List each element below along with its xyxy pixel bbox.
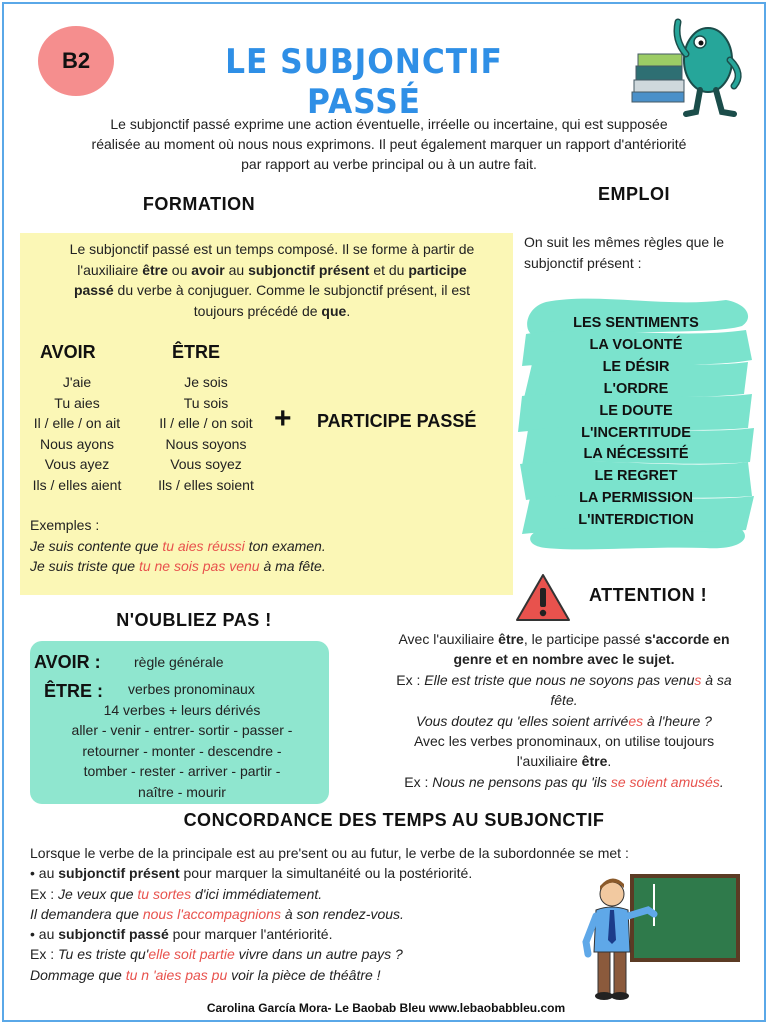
formation-text [40, 239, 504, 321]
attention-example: . [719, 773, 724, 790]
conjugation-line: Je sois [184, 374, 228, 390]
formation-text-part: Le subjonctif passé est un temps composé. Il se forme à partir de [69, 241, 475, 257]
emploi-item: L'INTERDICTION [578, 512, 694, 529]
attention-text-bold: genre et en nombre avec le sujet. [453, 651, 675, 668]
conjugation-line: Il / elle / on ait [33, 415, 121, 432]
conjugation-line: Vous ayez [44, 456, 110, 473]
formation-text-bold: être [142, 261, 168, 278]
concordance-example: Tu es triste qu' [58, 946, 149, 963]
attention-text-part: Avec l'auxiliaire [398, 631, 499, 647]
mascot-books-illustration [630, 14, 750, 118]
conjugation-line: Ils / elles soient [158, 476, 254, 493]
concordance-bold: subjonctif passé [58, 926, 169, 943]
attention-highlight: se soient amusés [610, 773, 720, 790]
noubliez-line: aller - venir - entrer- sortir - passer - [71, 722, 293, 739]
emploi-intro-line: subjonctif présent : [524, 254, 642, 271]
concordance-example: vivre dans un autre pays ? [234, 946, 403, 963]
intro-line: Le subjonctif passé exprime une action éventuelle, irréelle ou incertaine, qui est supposée [110, 116, 668, 132]
concordance-part: pour marquer la simultanéité ou la postériorité. [179, 865, 473, 882]
concordance-example: voir la pièce de théâtre ! [227, 966, 381, 983]
attention-example: Vous doutez qu 'elles soient arrivé [416, 712, 629, 729]
concordance-highlight: tu n 'aies pas pu [125, 966, 228, 983]
attention-example: à l'heure ? [643, 712, 712, 729]
participe-passe-label: PARTICIPE PASSÉ [317, 411, 477, 431]
formation-text-part: . [346, 302, 351, 319]
concordance-example: Dommage que [30, 966, 126, 983]
concordance-part: • au [30, 926, 59, 943]
noubliez-verbs [44, 700, 320, 802]
formation-text-part: du verbe à conjuguer. Comme le subjonctif présent, il est [113, 282, 471, 298]
formation-heading: FORMATION [142, 194, 256, 214]
attention-heading: ATTENTION ! [589, 585, 708, 605]
conjugation-line: Tu sois [183, 394, 229, 411]
page-title: LE SUBJONCTIF PASSÉ [225, 42, 503, 122]
formation-text-bold: participe [408, 261, 467, 278]
attention-text-part: Avec les verbes pronominaux, on utilise toujours [413, 733, 715, 750]
attention-text-part: Ex : [404, 773, 433, 790]
formation-text-part: au [224, 261, 249, 278]
concordance-example: Je veux que [58, 885, 138, 902]
concordance-example: d'ici immédiatement. [191, 885, 323, 902]
noubliez-etre-label: ÊTRE : [44, 681, 104, 701]
attention-example: Nous ne pensons pas qu 'ils [432, 773, 611, 790]
concordance-highlight: tu sortes [137, 885, 192, 902]
formation-text-bold: subjonctif présent [248, 261, 370, 278]
attention-example: fête. [550, 692, 578, 709]
example-text: à ma fête. [259, 558, 326, 574]
emploi-item: LE DOUTE [599, 402, 673, 419]
avoir-heading: AVOIR [40, 342, 96, 362]
formation-examples [30, 515, 500, 577]
concordance-bold: subjonctif présent [58, 865, 180, 882]
attention-text-part: Ex : [396, 671, 425, 688]
warning-icon [514, 572, 572, 624]
noubliez-line: naître - mourir [138, 783, 226, 800]
attention-highlight: s [694, 671, 702, 688]
formation-text-bold: avoir [191, 261, 225, 278]
noubliez-line: retourner - monter - descendre - [82, 742, 282, 759]
noubliez-avoir-text: règle générale [134, 654, 224, 670]
emploi-heading: EMPLOI [597, 184, 670, 204]
conjugation-line: Nous soyons [165, 435, 247, 452]
teacher-blackboard-illustration [578, 870, 744, 1002]
emploi-item: LE REGRET [594, 468, 678, 485]
formation-text-part: et du [369, 261, 409, 278]
formation-text-part: ou [167, 261, 192, 278]
noubliez-line: tomber - rester - arriver - partir - [83, 763, 281, 780]
formation-text-part: toujours précédé de [193, 302, 322, 319]
attention-text-part: , le participe passé [523, 631, 645, 647]
conjugation-line: Ils / elles aient [32, 476, 122, 493]
conjugation-line: Il / elle / on soit [159, 415, 253, 432]
concordance-highlight: nous l'accompagnions [142, 905, 281, 922]
example-text: ton examen. [244, 537, 326, 554]
emploi-item: LES SENTIMENTS [573, 315, 699, 331]
etre-heading: ÊTRE [172, 342, 221, 362]
worksheet-page [2, 2, 766, 1022]
concordance-part: pour marquer l'antériorité. [168, 926, 333, 943]
attention-text-part: l'auxiliaire [516, 753, 582, 770]
attention-example: à sa [701, 671, 732, 688]
formation-text-bold: que [321, 302, 347, 319]
intro-paragraph [44, 114, 734, 174]
attention-highlight: es [628, 712, 644, 729]
concordance-highlight: elle soit partie [148, 946, 235, 963]
example-text: Je suis contente que [30, 537, 163, 554]
level-badge: B2 [38, 26, 114, 96]
emploi-item: LE DÉSIR [602, 358, 670, 375]
concordance-part: Ex : [30, 946, 59, 963]
attention-text-bold: être [581, 753, 608, 770]
emploi-intro [524, 232, 764, 273]
concordance-part: • au [30, 865, 59, 882]
emploi-intro-line: On suit les mêmes règles que le [524, 234, 724, 250]
plus-sign: + [274, 402, 292, 435]
emploi-item: L'INCERTITUDE [581, 424, 691, 441]
concordance-heading: CONCORDANCE DES TEMPS AU SUBJONCTIF [183, 810, 605, 830]
emploi-item: LA PERMISSION [579, 490, 693, 507]
example-highlight: tu aies réussi [162, 537, 245, 554]
conjugation-line: J'aie [62, 374, 92, 390]
concordance-line: Lorsque le verbe de la principale est au pre'sent ou au futur, le verbe de la subordonnée se met : [30, 845, 629, 861]
concordance-example: Il demandera que [30, 905, 143, 922]
emploi-list [534, 313, 738, 532]
emploi-item: LA VOLONTÉ [589, 336, 683, 353]
formation-text-bold: passé [73, 282, 114, 298]
attention-text [364, 629, 764, 792]
formation-text-part: l'auxiliaire [77, 261, 143, 278]
noubliez-avoir-label: AVOIR : [34, 652, 101, 672]
conjugation-line: Nous ayons [40, 435, 114, 452]
intro-line: réalisée au moment où nous nous exprimons. Il peut également marquer un rapport d'antériorité [91, 136, 687, 152]
conjugation-line: Tu aies [54, 394, 100, 411]
concordance-example: à son rendez-vous. [280, 905, 404, 922]
noubliez-line: 14 verbes + leurs dérivés [103, 702, 261, 718]
example-highlight: tu ne sois pas venu [138, 558, 260, 574]
emploi-item: L'ORDRE [603, 380, 669, 397]
attention-text-part: . [607, 753, 612, 770]
noubliez-etre-text: verbes pronominaux [128, 681, 255, 697]
noubliez-heading: N'OUBLIEZ PAS ! [116, 610, 272, 630]
footer-credit: Carolina García Mora- Le Baobab Bleu www.lebaobabbleu.com [206, 1001, 566, 1015]
intro-line: par rapport au verbe principal ou à un autre fait. [241, 156, 537, 172]
examples-label: Exemples : [30, 517, 100, 533]
example-text: Je suis triste que [30, 558, 139, 574]
concordance-part: Ex : [30, 885, 59, 902]
attention-text-bold: être [498, 631, 524, 647]
avoir-conjugation [20, 372, 134, 496]
etre-conjugation [146, 372, 266, 496]
attention-text-bold: s'accorde en [644, 631, 730, 647]
emploi-item: LA NÉCESSITÉ [583, 446, 689, 463]
attention-example: Elle est triste que nous ne soyons pas venu [424, 671, 695, 688]
conjugation-line: Vous soyez [170, 456, 242, 473]
